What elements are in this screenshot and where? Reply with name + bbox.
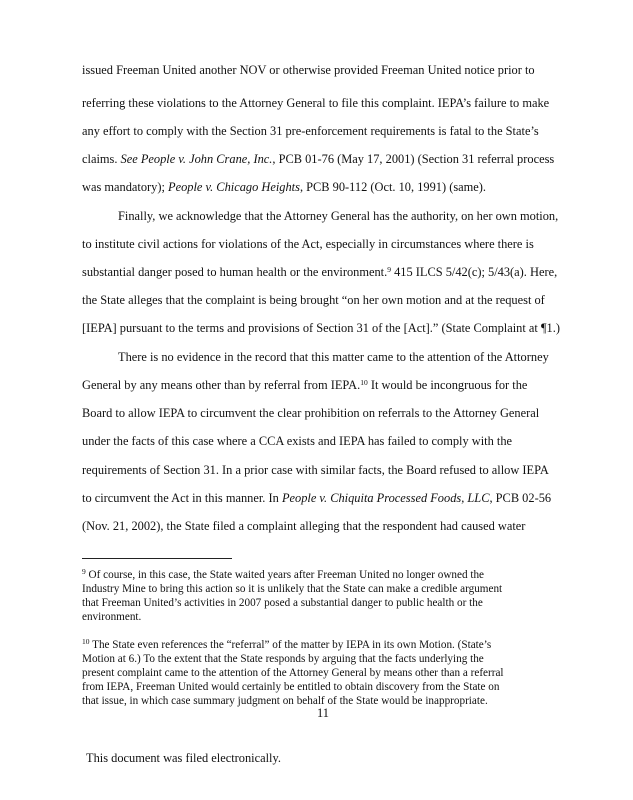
body-line: (Nov. 21, 2002), the State filed a complaint alleging that the respondent had caused water [82,519,526,533]
body-line: General by any means other than by referral from IEPA.$^{10}$ It would be incongruous for the [82,378,528,392]
body-line: any effort to comply with the Section 31 pre-enforcement requirements is fatal to the State’s [82,124,539,138]
footnote-line: Motion at 6.) To the extent that the State responds by arguing that the facts underlying the [82,653,484,665]
footnote-line: that issue, in which case summary judgment on behalf of the State would be inappropriate. [82,695,488,707]
body-line: requirements of Section 31. In a prior case with similar facts, the Board refused to allow IEPA [82,463,549,477]
footnote-ref: 9 [387,265,391,274]
footnote-number: 10 [82,637,90,646]
footnote-number: 9 [82,567,86,576]
case-citation: People v. Chiquita Processed Foods, LLC [281,491,490,505]
case-citation: See People v. John Crane, Inc. [120,152,273,166]
body-line: the State alleges that the complaint is being brought “on her own motion and at the request of [82,293,545,307]
body-line: Finally, we acknowledge that the Attorney General has the authority, on her own motion, [118,209,559,223]
footnote-line: $^9$ Of course, in this case, the State waited years after Freeman United no longer owned the [82,567,485,581]
body-line: to circumvent the Act in this manner. In People v. Chiquita Processed Foods, LLC, PCB 02-56 [82,491,552,505]
footnote-line: Industry Mine to bring this action so it is unlikely that the State can make a credible argument [82,583,503,595]
footnote-line: $^{10}$ The State even references the “referral” of the matter by IEPA in its own Motion. (State’s [82,637,492,651]
body-line: There is no evidence in the record that this matter came to the attention of the Attorney [118,350,549,364]
body-line: was mandatory); People v. Chicago Heights, PCB 90-112 (Oct. 10, 1991) (same). [82,180,487,194]
footnote-line: present complaint came to the attention of the Attorney General by means other than a referral [82,667,504,679]
case-citation: People v. Chicago Heights [168,180,300,194]
body-line: [IEPA] pursuant to the terms and provisions of Section 31 of the [Act].” (State Complaint at ¶1.) [82,321,560,335]
footnote-separator [82,558,232,559]
footnote-line: from IEPA, Freeman United would certainly be entitled to obtain discovery from the State on [82,681,500,693]
footnote-line: that Freeman United’s activities in 2007 posed a substantial danger to public health or the [82,597,483,609]
body-line: claims. See People v. John Crane, Inc., PCB 01-76 (May 17, 2001) (Section 31 referral process [82,152,555,166]
filing-notice: This document was filed electronically. [86,751,281,765]
body-line: referring these violations to the Attorney General to file this complaint. IEPA’s failure to make [82,96,550,110]
body-line: Board to allow IEPA to circumvent the clear prohibition on referrals to the Attorney General [82,406,540,420]
footnote-line: environment. [82,611,142,623]
body-line: issued Freeman United another NOV or otherwise provided Freeman United notice prior to [82,63,535,77]
body-line: under the facts of this case where a CCA exists and IEPA has failed to comply with the [82,434,513,448]
page-number: 11 [317,706,329,720]
footnote-ref: 10 [360,378,368,387]
body-line: to institute civil actions for violations of the Act, especially in circumstances where there is [82,237,534,251]
body-line: substantial danger posed to human health or the environment.$^9$ 415 ILCS 5/42(c); 5/43(a). Here, [82,265,558,279]
